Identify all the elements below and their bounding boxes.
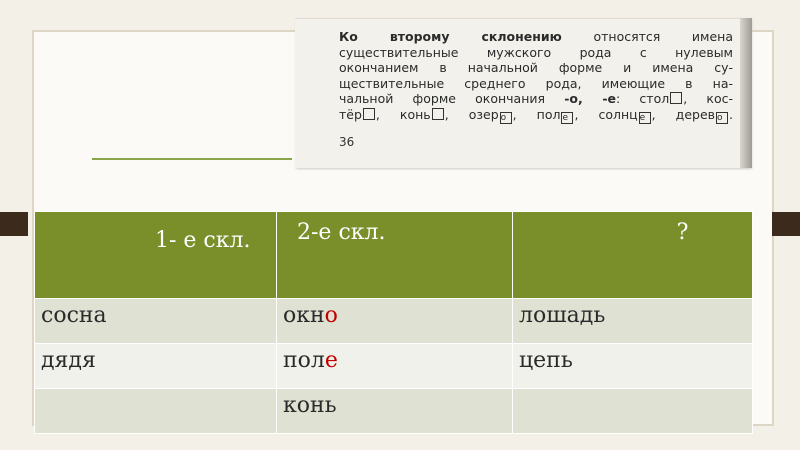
rule-line-6: тёр , конь , озер о , пол е , солнц е , дерев о .	[339, 106, 733, 123]
cell-first: сосна	[35, 299, 277, 344]
cell-second: конь	[277, 389, 513, 434]
table-row	[35, 299, 753, 344]
cell-third	[513, 389, 753, 434]
header-question: ?	[513, 212, 753, 299]
ending-box: е	[639, 112, 651, 124]
right-bar	[772, 212, 800, 236]
empty-ending-box	[432, 108, 444, 120]
header-first-declension: 1- е скл.	[35, 212, 277, 299]
rule-line-3: окончанием в начальной форме и имена су-	[339, 60, 733, 75]
cell-first: дядя	[35, 344, 277, 389]
table-row	[35, 389, 753, 434]
scan-shadow-edge	[740, 18, 752, 168]
table-row	[35, 344, 753, 389]
ending-highlight: е	[324, 348, 338, 373]
declension-table	[34, 211, 753, 434]
ending-box: о	[716, 112, 728, 124]
left-bar	[0, 212, 28, 236]
cell-first	[35, 389, 277, 434]
empty-ending-box	[670, 92, 682, 104]
ending-box: е	[561, 112, 573, 124]
cell-third: цепь	[513, 344, 753, 389]
textbook-rule-excerpt	[295, 18, 751, 168]
ending-box: о	[500, 112, 512, 124]
empty-ending-box	[363, 108, 375, 120]
ending-highlight: о	[324, 303, 338, 328]
rule-line-5: чальной форме окончания -о, -е: стол , кос-	[339, 91, 733, 106]
cell-second: окно	[277, 299, 513, 344]
rule-line-4: ществительные среднего рода, имеющие в на-	[339, 75, 733, 91]
page-number: 36	[339, 135, 355, 149]
rule-line-1: Ко второму склонению относятся имена	[339, 29, 734, 44]
decorative-line	[92, 158, 292, 160]
cell-second: поле	[277, 344, 513, 389]
header-row	[35, 212, 753, 299]
cell-third: лошадь	[513, 299, 753, 344]
header-second-declension: 2-е скл.	[277, 212, 513, 299]
rule-line-2: существительные мужского рода с нулевым	[339, 44, 733, 60]
